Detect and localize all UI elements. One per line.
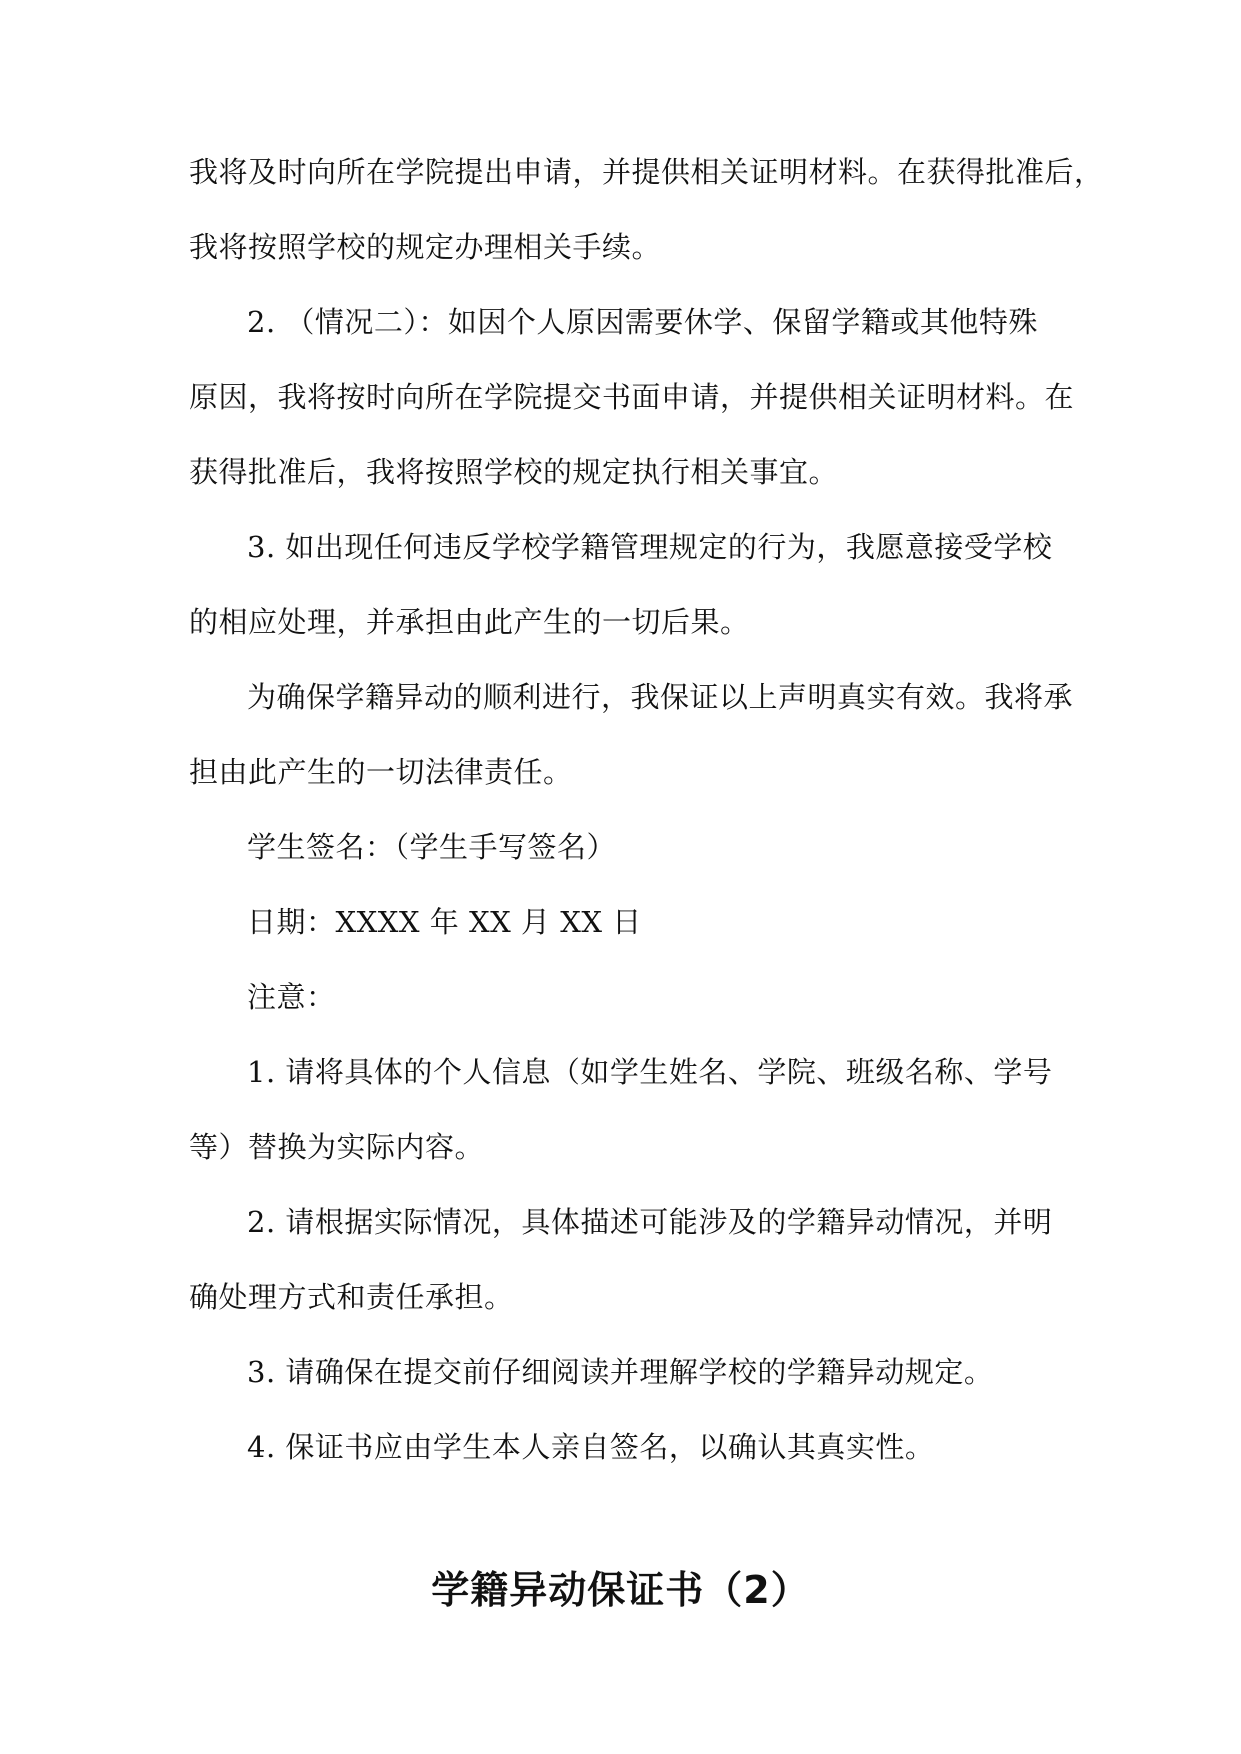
date-line: 日期：XXXX 年 XX 月 XX 日 (247, 905, 642, 939)
paragraph-line: 我将按照学校的规定办理相关手续。 (189, 230, 662, 264)
note-item: 1. 请将具体的个人信息（如学生姓名、学院、班级名称、学号 (247, 1055, 1053, 1089)
note-item: 4. 保证书应由学生本人亲自签名，以确认其真实性。 (247, 1430, 935, 1464)
signature-line: 学生签名：（学生手写签名） (247, 830, 617, 864)
paragraph-line: 获得批准后，我将按照学校的规定执行相关事宜。 (189, 455, 839, 489)
paragraph-line: 的相应处理，并承担由此产生的一切后果。 (189, 605, 750, 639)
paragraph-line: 担由此产生的一切法律责任。 (189, 755, 573, 789)
note-item-continued: 等）替换为实际内容。 (189, 1130, 485, 1164)
note-item: 3. 请确保在提交前仔细阅读并理解学校的学籍异动规定。 (247, 1355, 994, 1389)
paragraph-line: 2. （情况二）：如因个人原因需要休学、保留学籍或其他特殊 (247, 305, 1038, 339)
paragraph-line: 为确保学籍异动的顺利进行，我保证以上声明真实有效。我将承 (247, 680, 1074, 714)
paragraph-line: 我将及时向所在学院提出申请，并提供相关证明材料。在获得批准后， (189, 155, 1104, 189)
notes-heading: 注意： (247, 980, 336, 1014)
paragraph-line: 原因，我将按时向所在学院提交书面申请，并提供相关证明材料。在 (189, 380, 1075, 414)
section-title: 学籍异动保证书（2） (431, 1568, 810, 1612)
note-item: 2. 请根据实际情况，具体描述可能涉及的学籍异动情况，并明 (247, 1205, 1053, 1239)
paragraph-line: 3. 如出现任何违反学校学籍管理规定的行为，我愿意接受学校 (247, 530, 1053, 564)
note-item-continued: 确处理方式和责任承担。 (189, 1280, 514, 1314)
